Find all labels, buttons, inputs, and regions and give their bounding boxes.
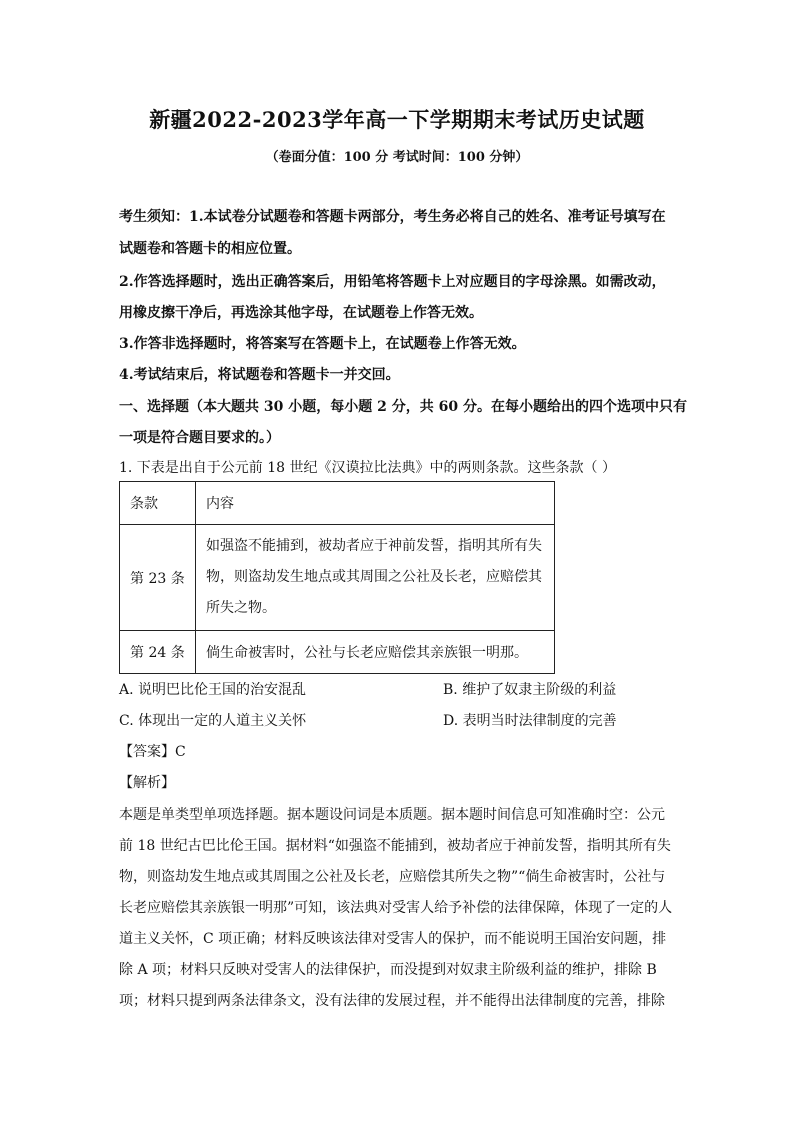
clause-table — [119, 481, 555, 674]
option-c: C. 体现出一定的人道主义关怀 — [119, 713, 307, 729]
table-cell-clause: 第 24 条 — [120, 631, 196, 674]
notice-line: 用橡皮擦干净后，再选涂其他字母，在试题卷上作答无效。 — [119, 305, 483, 321]
question-stem: 1. 下表是出自于公元前 18 世纪《汉谟拉比法典》中的两则条款。这些条款（ ） — [119, 460, 616, 476]
analysis-line: 长老应赔偿其亲族银一明那”可知，该法典对受害人给予补偿的法律保障，体现了一定的人 — [119, 900, 673, 916]
table-cell-content — [196, 525, 555, 631]
analysis-line: 前 18 世纪古巴比伦王国。据材料“如强盗不能捕到，被劫者应于神前发誓，指明其所有失 — [119, 838, 671, 854]
option-a: A. 说明巴比伦王国的治安混乱 — [119, 682, 307, 698]
page-subtitle: （卷面分值：100 分 考试时间：100 分钟） — [265, 150, 529, 165]
notice-line: 考生须知：1.本试卷分试题卷和答题卡两部分，考生务必将自己的姓名、准考证号填写在 — [119, 209, 666, 225]
table-cell-content: 倘生命被害时，公社与长老应赔偿其亲族银一明那。 — [196, 631, 555, 674]
notice-line: 4.考试结束后，将试题卷和答题卡一并交回。 — [119, 367, 400, 383]
analysis-line: 物，则盗劫发生地点或其周围之公社及长老，应赔偿其所失之物”“倘生命被害时，公社与 — [119, 869, 666, 885]
table-row — [120, 631, 555, 674]
content-line: 所失之物。 — [206, 600, 276, 616]
analysis-heading: 【解析】 — [119, 775, 175, 791]
section-heading: 一、选择题（本大题共 30 小题，每小题 2 分，共 60 分。在每小题给出的四个选项中只有 — [119, 399, 687, 415]
notice-line: 3.作答非选择题时，将答案写在答题卡上，在试题卷上作答无效。 — [119, 336, 526, 352]
analysis-line: 本题是单类型单项选择题。据本题设问词是本质题。据本题时间信息可知准确时空：公元 — [119, 807, 665, 823]
table-header-cell: 内容 — [196, 482, 555, 525]
content-line: 物，则盗劫发生地点或其周围之公社及长老，应赔偿其 — [206, 569, 542, 585]
option-d: D. 表明当时法律制度的完善 — [443, 713, 617, 729]
table-row — [120, 525, 555, 631]
content-line: 如强盗不能捕到，被劫者应于神前发誓，指明其所有失 — [206, 538, 542, 554]
analysis-line: 道主义关怀，C 项正确；材料反映该法律对受害人的保护，而不能说明王国治安问题，排 — [119, 931, 667, 947]
option-b: B. 维护了奴隶主阶级的利益 — [443, 682, 617, 698]
table-cell-clause: 第 23 条 — [120, 525, 196, 631]
notice-line: 2.作答选择题时，选出正确答案后，用铅笔将答题卡上对应题目的字母涂黑。如需改动， — [119, 274, 666, 290]
table-header-row — [120, 482, 555, 525]
page-title: 新疆2022-2023学年高一下学期期末考试历史试题 — [149, 107, 645, 132]
answer-label: 【答案】C — [119, 744, 186, 760]
table-header-cell: 条款 — [120, 482, 196, 525]
analysis-line: 除 A 项；材料只反映对受害人的法律保护，而没提到对奴隶主阶级利益的维护，排除 B — [119, 962, 657, 978]
section-heading-cont: 一项是符合题目要求的。） — [119, 430, 280, 446]
notice-line: 试题卷和答题卡的相应位置。 — [119, 241, 301, 257]
analysis-line: 项；材料只提到两条法律条文，没有法律的发展过程，并不能得出法律制度的完善，排除 — [119, 993, 665, 1009]
